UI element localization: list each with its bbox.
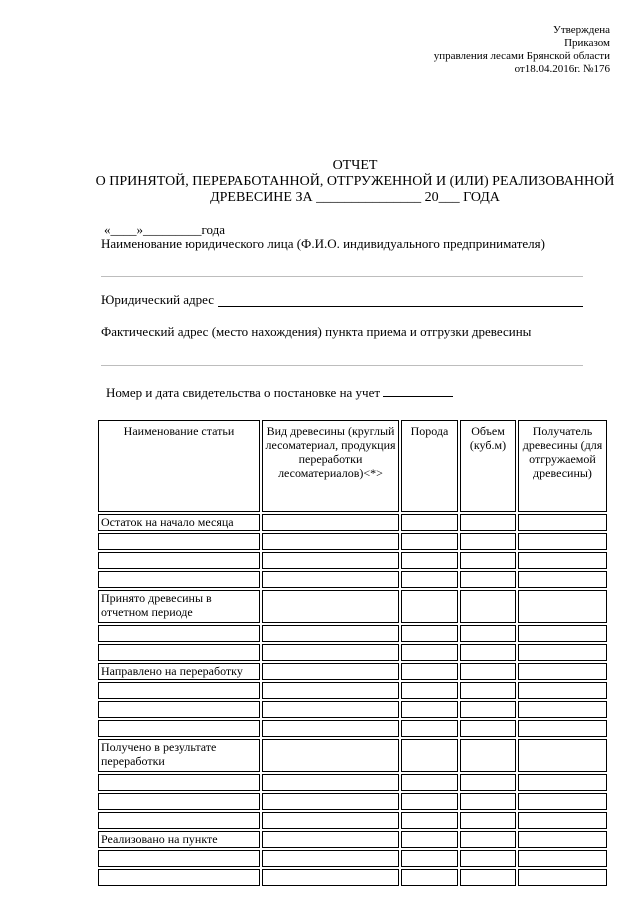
header-article: Наименование статьи bbox=[98, 420, 260, 512]
cell-article[interactable] bbox=[98, 720, 260, 737]
table-row bbox=[98, 701, 607, 718]
approval-line-1: Утверждена bbox=[553, 24, 610, 36]
cell-recipient[interactable] bbox=[518, 701, 607, 718]
report-title bbox=[70, 158, 640, 206]
table-row bbox=[98, 533, 607, 550]
cell-wood-type[interactable] bbox=[262, 812, 399, 829]
table-row bbox=[98, 869, 607, 886]
table-row bbox=[98, 774, 607, 791]
cell-recipient[interactable] bbox=[518, 514, 607, 531]
table-row bbox=[98, 850, 607, 867]
certificate-field[interactable] bbox=[383, 384, 453, 397]
cell-volume[interactable] bbox=[460, 625, 516, 642]
cell-volume[interactable] bbox=[460, 774, 516, 791]
cell-species[interactable] bbox=[401, 552, 458, 569]
table-row bbox=[98, 831, 607, 848]
cell-volume[interactable] bbox=[460, 663, 516, 680]
report-table bbox=[96, 418, 609, 888]
legal-address-label: Юридический адрес bbox=[101, 292, 215, 307]
cell-article: Получено в результате переработки bbox=[98, 739, 260, 772]
cell-article[interactable] bbox=[98, 812, 260, 829]
table-row bbox=[98, 663, 607, 680]
date-line[interactable]: «____»_________года bbox=[104, 222, 226, 237]
cell-wood-type[interactable] bbox=[262, 571, 399, 588]
cell-volume[interactable] bbox=[460, 701, 516, 718]
cell-wood-type[interactable] bbox=[262, 701, 399, 718]
cell-wood-type[interactable] bbox=[262, 720, 399, 737]
cell-article[interactable] bbox=[98, 533, 260, 550]
cell-article[interactable] bbox=[98, 644, 260, 661]
cell-volume[interactable] bbox=[460, 850, 516, 867]
cell-recipient[interactable] bbox=[518, 625, 607, 642]
legal-address-row bbox=[101, 292, 583, 307]
cell-volume[interactable] bbox=[460, 552, 516, 569]
cell-volume[interactable] bbox=[460, 571, 516, 588]
cell-recipient[interactable] bbox=[518, 590, 607, 623]
actual-address-field[interactable] bbox=[101, 365, 583, 366]
header-wood-type: Вид древесины (круглый лесоматериал, продукция переработки лесоматериалов)<*> bbox=[262, 420, 399, 512]
cell-volume[interactable] bbox=[460, 812, 516, 829]
certificate-label: Номер и дата свидетельства о постановке на учет bbox=[106, 385, 381, 400]
cell-species[interactable] bbox=[401, 571, 458, 588]
cell-volume[interactable] bbox=[460, 514, 516, 531]
table-row bbox=[98, 644, 607, 661]
cell-species[interactable] bbox=[401, 533, 458, 550]
cell-species[interactable] bbox=[401, 869, 458, 886]
cell-wood-type[interactable] bbox=[262, 590, 399, 623]
table-row bbox=[98, 625, 607, 642]
cell-species[interactable] bbox=[401, 720, 458, 737]
cell-species[interactable] bbox=[401, 739, 458, 772]
cell-species[interactable] bbox=[401, 831, 458, 848]
cell-species[interactable] bbox=[401, 793, 458, 810]
table-row bbox=[98, 682, 607, 699]
cell-species[interactable] bbox=[401, 590, 458, 623]
certificate-row bbox=[106, 384, 453, 400]
header-volume: Объем (куб.м) bbox=[460, 420, 516, 512]
table-row bbox=[98, 739, 607, 772]
table-row bbox=[98, 720, 607, 737]
cell-volume[interactable] bbox=[460, 533, 516, 550]
approval-line-4: от18.04.2016г. №176 bbox=[514, 63, 610, 75]
cell-recipient[interactable] bbox=[518, 739, 607, 772]
cell-wood-type[interactable] bbox=[262, 552, 399, 569]
cell-species[interactable] bbox=[401, 701, 458, 718]
cell-wood-type[interactable] bbox=[262, 663, 399, 680]
cell-species[interactable] bbox=[401, 625, 458, 642]
entity-name-label: Наименование юридического лица (Ф.И.О. индивидуального предпринимателя) bbox=[101, 236, 545, 251]
cell-wood-type[interactable] bbox=[262, 625, 399, 642]
approval-stamp bbox=[350, 24, 610, 76]
cell-recipient[interactable] bbox=[518, 831, 607, 848]
cell-article: Принято древесины в отчетном периоде bbox=[98, 590, 260, 623]
cell-wood-type[interactable] bbox=[262, 850, 399, 867]
cell-recipient[interactable] bbox=[518, 644, 607, 661]
cell-recipient[interactable] bbox=[518, 571, 607, 588]
cell-article[interactable] bbox=[98, 682, 260, 699]
legal-address-field[interactable] bbox=[218, 294, 583, 307]
title-line-1: ОТЧЕТ bbox=[332, 158, 378, 173]
cell-volume[interactable] bbox=[460, 720, 516, 737]
cell-species[interactable] bbox=[401, 682, 458, 699]
cell-wood-type[interactable] bbox=[262, 774, 399, 791]
cell-article[interactable] bbox=[98, 571, 260, 588]
table-row bbox=[98, 812, 607, 829]
cell-recipient[interactable] bbox=[518, 552, 607, 569]
header-recipient: Получатель древесины (для отгружаемой древесины) bbox=[518, 420, 607, 512]
cell-volume[interactable] bbox=[460, 869, 516, 886]
cell-article[interactable] bbox=[98, 625, 260, 642]
table-body bbox=[98, 514, 607, 886]
cell-species[interactable] bbox=[401, 812, 458, 829]
cell-article[interactable] bbox=[98, 552, 260, 569]
cell-article[interactable] bbox=[98, 701, 260, 718]
cell-volume[interactable] bbox=[460, 831, 516, 848]
table-header-row bbox=[98, 420, 607, 512]
title-line-2: О ПРИНЯТОЙ, ПЕРЕРАБОТАННОЙ, ОТГРУЖЕННОЙ И (ИЛИ) РЕАЛИЗОВАННОЙ bbox=[95, 174, 615, 189]
cell-article: Направлено на переработку bbox=[98, 663, 260, 680]
cell-recipient[interactable] bbox=[518, 850, 607, 867]
table-row bbox=[98, 571, 607, 588]
table-row bbox=[98, 552, 607, 569]
cell-recipient[interactable] bbox=[518, 774, 607, 791]
table-row bbox=[98, 514, 607, 531]
cell-wood-type[interactable] bbox=[262, 869, 399, 886]
title-line-3: ДРЕВЕСИНЕ ЗА _______________ 20___ ГОДА bbox=[210, 190, 500, 205]
cell-article: Реализовано на пункте bbox=[98, 831, 260, 848]
header-species: Порода bbox=[401, 420, 458, 512]
cell-recipient[interactable] bbox=[518, 533, 607, 550]
cell-wood-type[interactable] bbox=[262, 514, 399, 531]
cell-species[interactable] bbox=[401, 850, 458, 867]
cell-recipient[interactable] bbox=[518, 663, 607, 680]
cell-species[interactable] bbox=[401, 774, 458, 791]
cell-species[interactable] bbox=[401, 514, 458, 531]
cell-volume[interactable] bbox=[460, 590, 516, 623]
table-row bbox=[98, 590, 607, 623]
cell-volume[interactable] bbox=[460, 644, 516, 661]
approval-line-3: управления лесами Брянской области bbox=[433, 50, 610, 62]
cell-recipient[interactable] bbox=[518, 682, 607, 699]
entity-name-field[interactable] bbox=[101, 276, 583, 277]
cell-article[interactable] bbox=[98, 850, 260, 867]
cell-recipient[interactable] bbox=[518, 812, 607, 829]
cell-article[interactable] bbox=[98, 793, 260, 810]
cell-article[interactable] bbox=[98, 869, 260, 886]
cell-wood-type[interactable] bbox=[262, 644, 399, 661]
cell-wood-type[interactable] bbox=[262, 793, 399, 810]
cell-recipient[interactable] bbox=[518, 720, 607, 737]
cell-wood-type[interactable] bbox=[262, 831, 399, 848]
table-row bbox=[98, 793, 607, 810]
cell-recipient[interactable] bbox=[518, 869, 607, 886]
cell-article[interactable] bbox=[98, 774, 260, 791]
cell-volume[interactable] bbox=[460, 739, 516, 772]
cell-species[interactable] bbox=[401, 663, 458, 680]
cell-species[interactable] bbox=[401, 644, 458, 661]
cell-volume[interactable] bbox=[460, 682, 516, 699]
cell-article: Остаток на начало месяца bbox=[98, 514, 260, 531]
cell-volume[interactable] bbox=[460, 793, 516, 810]
approval-line-2: Приказом bbox=[564, 37, 610, 49]
cell-recipient[interactable] bbox=[518, 793, 607, 810]
cell-wood-type[interactable] bbox=[262, 533, 399, 550]
cell-wood-type[interactable] bbox=[262, 739, 399, 772]
actual-address-label: Фактический адрес (место нахождения) пункта приема и отгрузки древесины bbox=[101, 324, 532, 339]
cell-wood-type[interactable] bbox=[262, 682, 399, 699]
